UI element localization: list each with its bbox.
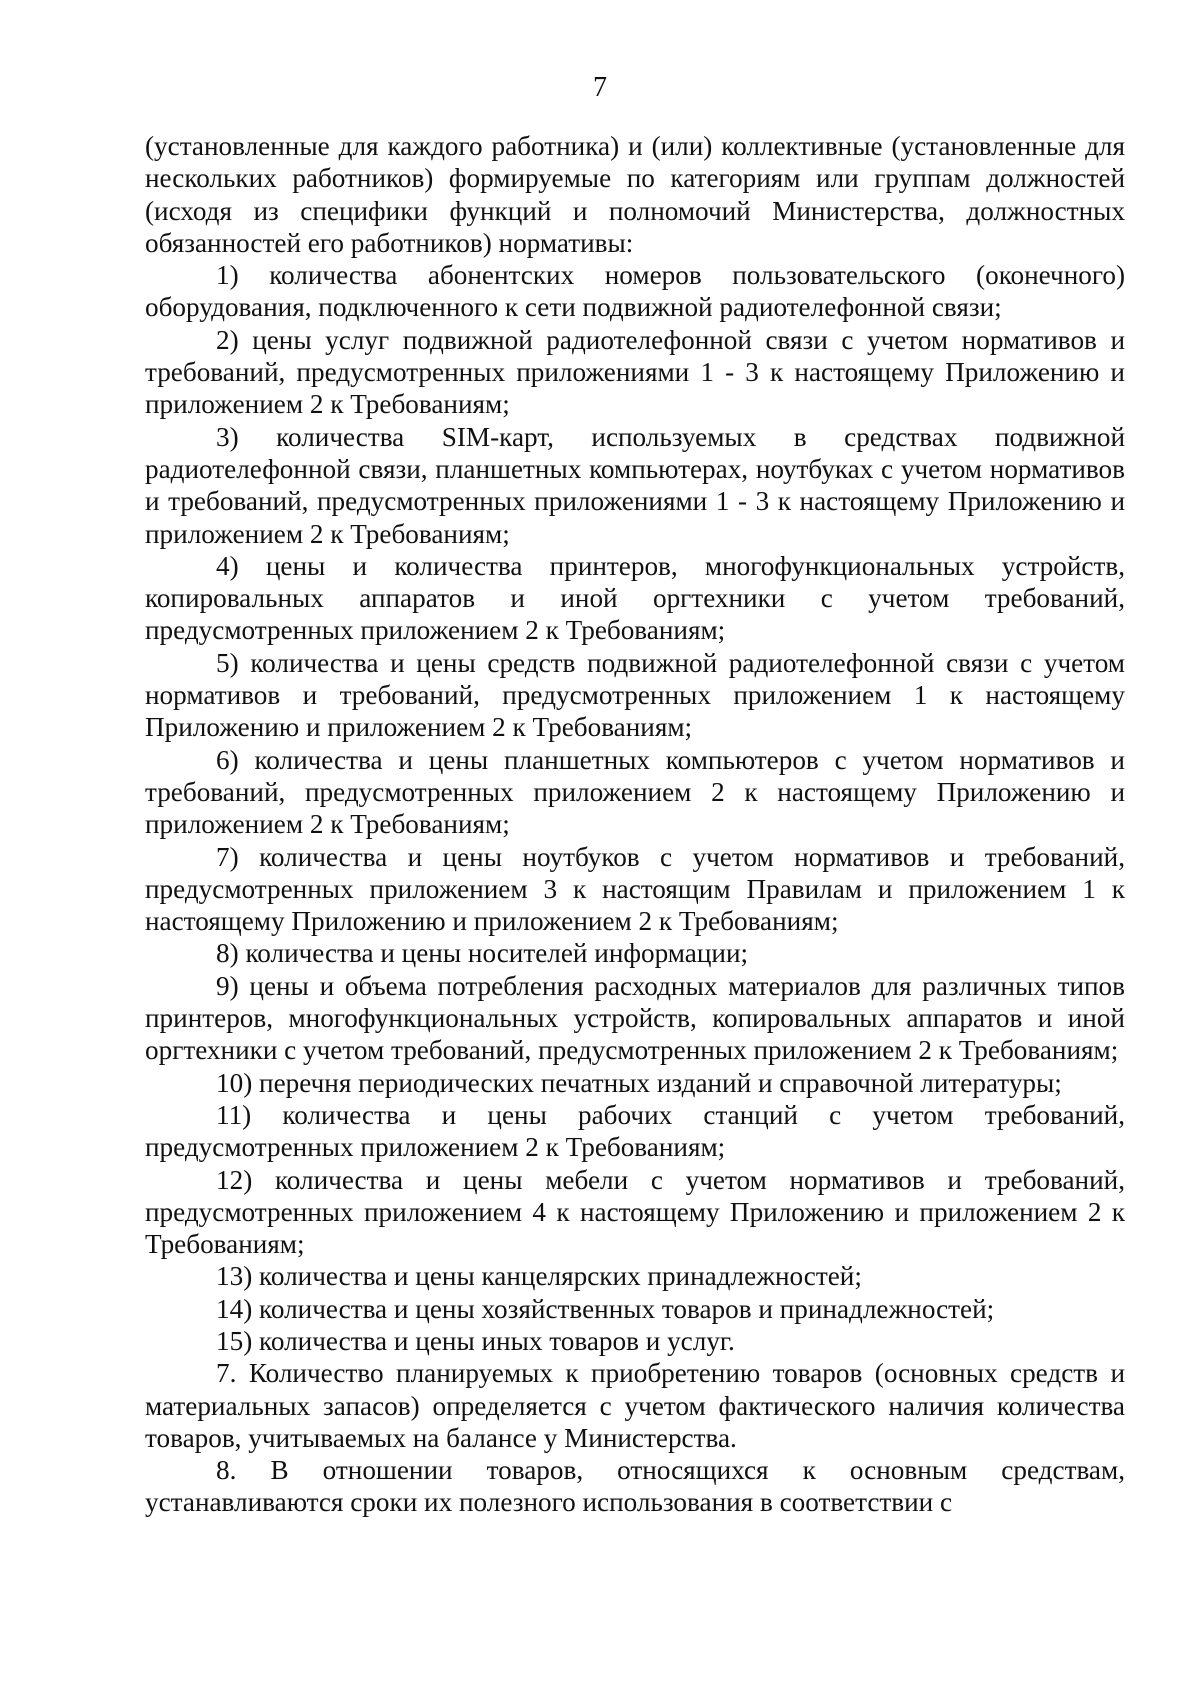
list-item-3: 3) количества SIM-карт, используемых в средствах подвижной радиотелефонной связи, планшетных компьютерах, ноутбуках с учетом нормативов и требований, предусмотренных приложениями 1 - 3 к настоящему Приложению и приложением 2 к Требованиям; — [145, 421, 1125, 549]
list-item-7: 7) количества и цены ноутбуков с учетом нормативов и требований, предусмотренных приложением 3 к настоящим Правилам и приложением 1 к настоящему Приложению и приложением 2 к Требованиям; — [145, 841, 1125, 937]
clause-7: 7. Количество планируемых к приобретению товаров (основных средств и материальных запасов) определяется с учетом фактического наличия количества товаров, учитываемых на балансе у Министерства. — [145, 1358, 1125, 1453]
list-item-12: 12) количества и цены мебели с учетом нормативов и требований, предусмотренных приложением 4 к настоящему Приложению и приложением 2 к Требованиям; — [145, 1164, 1125, 1260]
list-item-15: 15) количества и цены иных товаров и услуг. — [216, 1325, 735, 1356]
list-item-10: 10) перечня периодических печатных изданий и справочной литературы; — [216, 1067, 1062, 1098]
list-item-5: 5) количества и цены средств подвижной радиотелефонной связи с учетом нормативов и требований, предусмотренных приложением 1 к настоящему Приложению и приложением 2 к Требованиям; — [145, 647, 1125, 743]
list-item-8: 8) количества и цены носителей информации; — [216, 938, 749, 969]
list-item-11: 11) количества и цены рабочих станций с учетом требований, предусмотренных приложением 2 к Требованиям; — [145, 1099, 1125, 1163]
document-body — [145, 130, 1125, 1519]
list-item-14: 14) количества и цены хозяйственных товаров и принадлежностей; — [216, 1293, 995, 1324]
page-number: 7 — [593, 72, 607, 103]
clause-8: 8. В отношении товаров, относящихся к основным средствам, устанавливаются сроки их полезного использования в соответствии с — [145, 1455, 1125, 1518]
list-item-2: 2) цены услуг подвижной радиотелефонной связи с учетом нормативов и требований, предусмотренных приложениями 1 - 3 к настоящему Приложению и приложением 2 к Требованиям; — [145, 324, 1125, 420]
list-item-13: 13) количества и цены канцелярских принадлежностей; — [216, 1261, 862, 1292]
list-item-1: 1) количества абонентских номеров пользовательского (оконечного) оборудования, подключенного к сети подвижной радиотелефонной связи; — [145, 260, 1125, 323]
paragraph-intro-continuation: (установленные для каждого работника) и (или) коллективные (установленные для нескольких работников) формируемые по категориям или группам должностей (исходя из специфики функций и полномочий Министерства, должностных обязанностей его работников) нормативы: — [145, 131, 1125, 258]
list-item-9: 9) цены и объема потребления расходных материалов для различных типов принтеров, многофункциональных устройств, копировальных аппаратов и иной оргтехники с учетом требований, предусмотренных приложением 2 к Требованиям; — [145, 970, 1125, 1066]
list-item-4: 4) цены и количества принтеров, многофункциональных устройств, копировальных аппаратов и иной оргтехники с учетом требований, предусмотренных приложением 2 к Требованиям; — [145, 550, 1125, 646]
list-item-6: 6) количества и цены планшетных компьютеров с учетом нормативов и требований, предусмотренных приложением 2 к настоящему Приложению и приложением 2 к Требованиям; — [145, 744, 1125, 840]
